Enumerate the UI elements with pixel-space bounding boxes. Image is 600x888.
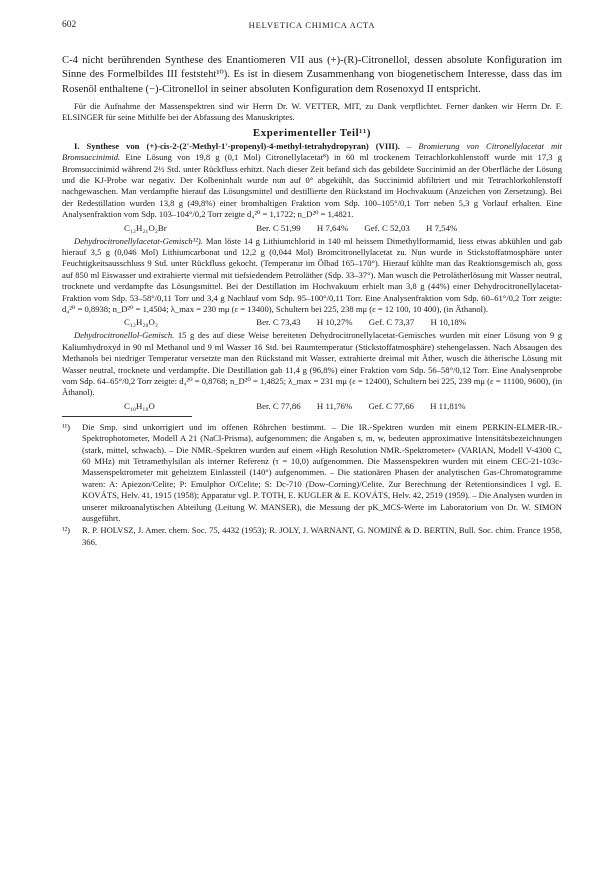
lead-paragraph: C-4 nicht berührenden Synthese des Enantiomeren VII aus (+)-(R)-Citronellol, dessen absolute Konfiguration im Sinne des Formelbildes III feststeht¹⁰). Es ist in diesem Zusammenhang von biogenetischem Interesse, dass das im Rosenöl enthaltene (−)-Citronellol in seiner absoluten Konfiguration dem Rosenoxyd II entspricht. — [62, 55, 562, 95]
analysis-calc: Ber. C 77,86 — [256, 400, 301, 411]
analysis-found: Gef. C 73,37 — [368, 317, 415, 328]
footnote-marker: ¹¹) — [62, 421, 71, 432]
subsection-paragraph — [62, 141, 562, 221]
analysis-formula: C₁₀H₁₈O — [124, 400, 155, 411]
subsection-text: Eine Lösung von 19,8 g (0,1 Mol) Citronellylacetat⁸) in 60 ml trockenem Tetrachlorkohlenstoff wurde mit 17,3 g Bromsuccinimid während 2½ Std. unter Rückfluss erhitzt. Nach dieser Zeit befand sich das gebildete Succinimid an der Oberfläche der Lösung und die KJ-Probe war negativ. Der Kolbeninhalt wurde nun auf 0° abgekühlt, das Succinimid abfiltriert und mit Tetrachlorkohlenstoff nachgewaschen. Man verdampfte hierauf das Lösungsmittel und destillierte den Rückstand im Hochvakuum (Anzeichen von Zersetzung). Bei der Redestillation wurden 13,8 g (49,8%) einer bromhaltigen Fraktion vom Sdp. 100–105°/0,1 Torr neben 5,3 g Vorlauf erhalten. Eine Analysenfraktion vom Sdp. 103–104°/0,2 Torr zeigte d₄²⁰ = 1,1722; n_D²⁰ = 1,4821. — [62, 152, 562, 220]
analysis-found-h: H 11,81% — [430, 400, 466, 411]
analysis-calc-h: H 10,27% — [316, 317, 353, 328]
analysis-calc: Ber. C 51,99 — [256, 222, 301, 233]
analysis-2 — [62, 317, 562, 327]
page — [62, 20, 562, 549]
footnote-text: Die Smp. sind unkorrigiert und im offenen Röhrchen bestimmt. – Die IR.-Spektren wurden mit einem PERKIN-ELMER-IR.-Spektrophotometer, Modell A 21 (NaCl-Prisma), aufgenommen; die Angaben s, m, w, bedeuten approximative Intensitätsbezeichnungen (stark, mittel, schwach). – Die NMR.-Spektren wurden auf einem «High Resolution NMR.-Spektrometer» (VARIAN, Modell V-4300 C, 60 MHz) mit Tetramethylsilan als interner Referenz (τ = 10,0) aufgenommen. Die Massenspektren wurden mit einem CEC-21-103c-Massenspektrometer mit geheiztem Einlassteil (140°) aufgenommen. – Die stationären Phasen der analytischen Gas-Chromatogramme waren: A: Apiezon/Celite; P: Emulphor O/Celite; S: Dc-710 (Dow-Corning)/Celite. Zur Berechnung der Retentionsindices I vgl. E. KOVÁTS, Helv. 41, 1915 (1958); Apparatur vgl. P. TOTH, E. KUGLER & E. KOVÁTS, Helv. 42, 2519 (1959). – Die Analysen wurden in unserer mikroanalytischen Abteilung (Leitung W. MANSER), die Messung der pK_MCS-Werte im Laboratorium von Dr. W. SIMON ausgeführt. — [82, 421, 562, 524]
section-title: Experimenteller Teil¹¹) — [252, 126, 372, 139]
paragraph-3 — [62, 330, 562, 398]
analysis-calc-h: H 7,64% — [316, 222, 349, 233]
page-header — [62, 20, 562, 36]
subsection-heading: I. Synthese von (+)-cis-2-(2'-Methyl-1'-propenyl)-4-methyl-tetrahydropyran) (VIII). — [74, 140, 400, 151]
footnote — [62, 525, 562, 548]
footnote-divider — [62, 416, 192, 417]
acknowledgement: Für die Aufnahme der Massenspektren sind wir Herrn Dr. W. VETTER, MIT, zu Dank verpflichtet. Ferner danken wir Herrn Dr. F. ELSINGER für seine Mithilfe bei der Abfassung des Manuskriptes. — [62, 100, 562, 123]
analysis-3 — [62, 401, 562, 411]
paragraph-2 — [62, 236, 562, 316]
footnote — [62, 422, 562, 525]
subsection-lead: – Bromierung von Citronellylacetat mit Bromsuccinimid. — [62, 140, 562, 163]
analysis-found-h: H 7,54% — [426, 222, 458, 233]
analysis-found-h: H 10,18% — [430, 317, 467, 328]
footnote-text: R. P. HOLVSZ, J. Amer. chem. Soc. 75, 4432 (1953); R. JOLY, J. WARNANT, G. NOMINÉ & D. BERTIN, Bull. Soc. chim. France 1958, 366. — [82, 525, 562, 547]
paragraph-2-text: Man löste 14 g Lithiumchlorid in 140 ml heissem Dimethylformamid, liess etwas abkühlen und gab hierauf 3,5 g (0,046 Mol) Lithiumcarbonat und 12,2 g (0,044 Mol) Bromcitronellylacetat zu. Nun wurde in Stickstoffatmosphäre unter Feuchtigkeitsausschluss 9 Std. unter Rückfluss gekocht. (Temperatur im Ölbad 165–170°). Hierauf kühlte man das Reaktionsgemisch ab, goss auf 850 ml Eiswasser und extrahierte viermal mit tiefsiedendem Petroläther (Sdp. 33–37°). Man wusch die Petrolätherlösung mit Wasser neutral, trocknete und verdampfte das Lösungsmittel. Bei der Destillation im Hochvakuum erhielt man 3,8 g (44%) einer Dehydrocitronellylacetat-Fraktion vom Sdp. 53–58°/0,11 Torr und 3,4 g Nachlauf vom Sdp. 95–100°/0,11 Torr. Eine Analysenfraktion vom Sdp. 60–61°/0,2 Torr zeigte: d₄²⁰ = 0,8938; n_D²⁰ = 1,4504; λ_max = 230 mμ (ε = 13400), Schultern bei 225, 238 mμ (ε = 12 100, 10 400), (in Äthanol). — [62, 235, 562, 314]
page-number: 602 — [62, 20, 77, 30]
analysis-formula: C₁₂H₂₁O₂Br — [124, 222, 167, 233]
journal-title: HELVETICA CHIMICA ACTA — [248, 20, 376, 30]
paragraph-3-text: 15 g des auf diese Weise bereiteten Dehydrocitronellylacetat-Gemisches wurden mit einer Lösung von 9 g Kaliumhydroxyd in 90 ml Methanol und 9 ml Wasser 16 Std. bei Raumtemperatur (Stickstoffatmosphäre) stehengelassen. Nach Absaugen des Methanols bei niedriger Temperatur versetzte man den Rückstand mit Wasser, extrahierte dreimal mit Äther, wusch die ätherische Lösung mit Wasser neutral, trocknete und verdampfte. Die Destillation gab 11,4 g (96,8%) einer Fraktion vom Sdp. 56–58°/0,12 Torr. Eine Analysenprobe vom Sdp. 64–65°/0,2 Torr zeigte: d₄²⁰ = 0,8768; n_D²⁰ = 1,4825; λ_max = 231 mμ (ε = 12400), Schultern bei 225, 239 mμ (ε = 11100, 9600), (in Äthanol). — [62, 330, 562, 398]
analysis-found: Gef. C 77,66 — [368, 400, 414, 411]
analysis-formula: C₁₂H₂₀O₂ — [124, 317, 158, 328]
paragraph-2-lead: Dehydrocitronellylacetat-Gemisch¹²). — [74, 235, 203, 246]
analysis-found: Gef. C 52,03 — [364, 222, 410, 233]
paragraph-3-lead: Dehydrocitronellol-Gemisch. — [74, 330, 175, 341]
footnote-marker: ¹²) — [62, 525, 71, 536]
analysis-calc-h: H 11,76% — [316, 400, 353, 411]
analysis-1 — [62, 223, 562, 233]
analysis-calc: Ber. C 73,43 — [256, 317, 301, 328]
